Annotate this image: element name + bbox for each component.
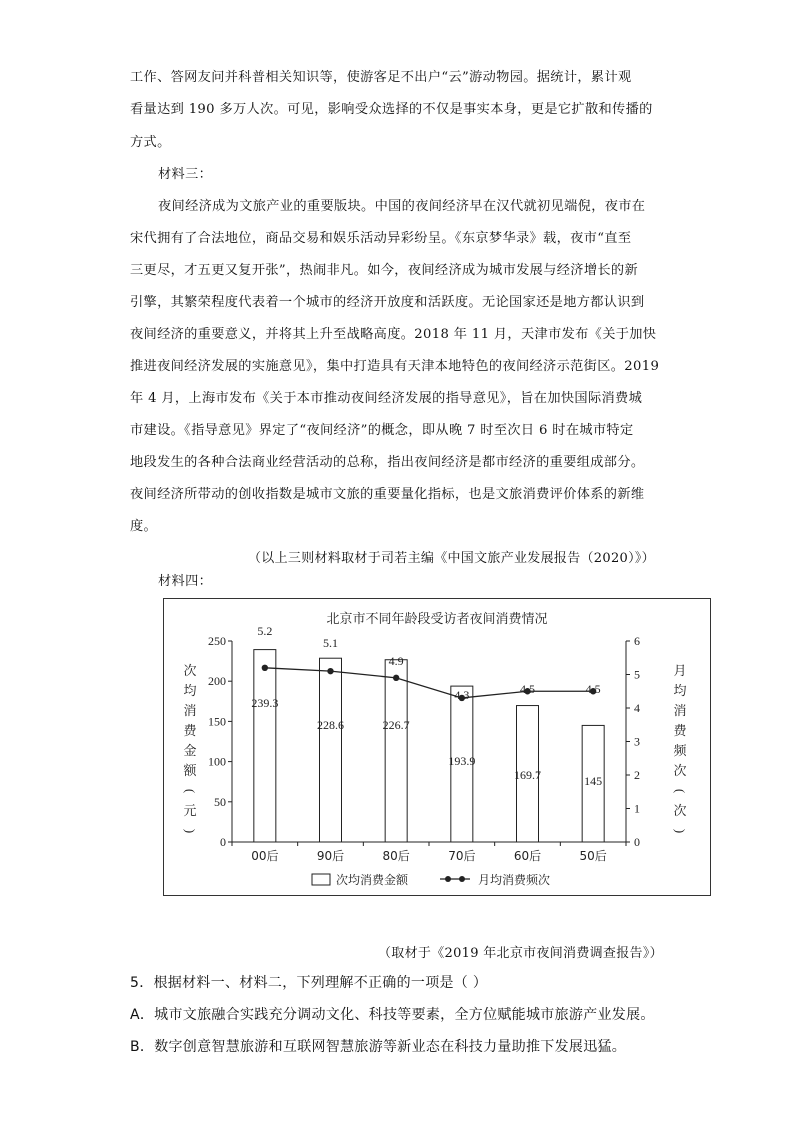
legend-line-label: 月均消费频次 [478,873,551,887]
paragraph-line: 度。 [130,519,158,534]
left-axis-title-char: ) [183,828,198,834]
left-axis-title-char: 元 [183,804,197,819]
bar-80后 [385,660,407,842]
right-tick-label: 6 [634,634,640,648]
left-tick-label: 150 [208,714,226,729]
left-tick-label: 250 [208,634,226,648]
option-b: B．数字创意智慧旅游和互联网智慧旅游等新业态在科技力量助推下发展迅猛。 [130,1039,627,1055]
right-tick-label: 3 [634,734,640,749]
source-citation: （以上三则材料取材于司若主编《中国文旅产业发展报告（2020）》） [248,551,655,566]
paragraph-line: 工作、答网友问并科普相关知识等，使游客足不出户“云”游动物园。据统计，累计观 [130,70,632,85]
left-axis-title-char: ( [183,788,198,794]
bar-value-label: 239.3 [251,696,279,710]
right-axis-title-char: 频 [673,744,687,759]
chart-title: 北京市不同年龄段受访者夜间消费情况 [326,612,548,627]
x-tick-label: 00后 [251,849,279,863]
paragraph-line: 方式。 [130,135,171,150]
bar-value-label: 228.6 [317,718,344,732]
right-axis-title-char: 费 [673,724,687,739]
legend-line-marker [459,876,465,882]
paragraph-line: 夜间经济成为文旅产业的重要版块。中国的夜间经济早在汉代就初见端倪，夜市在 [158,199,646,214]
left-axis-title-char: 次 [183,664,197,679]
paragraph-line: 推进夜间经济发展的实施意见》，集中打造具有天津本地特色的夜间经济示范街区。2019 [130,359,660,374]
frequency-line [265,668,593,698]
paragraph-line: 夜间经济所带动的创收指数是城市文旅的重要量化指标，也是文旅消费评价体系的新维 [130,487,645,502]
question-5: 5．根据材料一、材料二，下列理解不正确的一项是（ ） [130,975,488,991]
chart-frame [163,598,711,896]
chart-legend [312,872,550,887]
left-axis-title [183,663,198,833]
right-axis-title-char: ) [673,828,688,834]
legend-bar-swatch [312,874,330,885]
paragraph-line: 看量达到 190 多万人次。可见，影响受众选择的不仅是事实本身，更是它扩散和传播的 [130,102,653,117]
right-tick-label: 1 [634,801,640,816]
x-tick-label: 60后 [513,849,542,863]
left-tick-label: 50 [214,794,226,809]
x-tick-label: 90后 [316,849,345,863]
material4-label: 材料四： [158,574,213,589]
x-tick-label: 70后 [448,849,476,863]
line-value-label: 4.9 [388,654,404,668]
option-a: A．城市文旅融合实践充分调动文化、科技等要素，全方位赋能城市旅游产业发展。 [130,1007,655,1023]
right-axis-title [673,664,688,833]
paragraph-line: 引擎，其繁荣程度代表着一个城市的经济开放度和活跃度。无论国家还是地方都认识到 [130,295,645,310]
x-tick-label: 80后 [382,849,410,863]
right-tick-label: 5 [634,667,640,682]
right-axis-title-char: 消 [673,704,687,719]
line-series [262,665,597,702]
source-citation: （取材于《2019 年北京市夜间消费调查报告》） [378,946,663,961]
legend-line-marker [445,876,451,882]
legend-bar-label: 次均消费金额 [336,873,409,887]
right-tick-label: 4 [634,701,640,715]
left-axis-title-char: 消 [183,704,197,719]
line-value-label: 5.2 [257,624,273,638]
left-axis-title-char: 均 [183,684,197,699]
left-axis-title-char: 额 [183,764,197,779]
right-axis-title-char: 次 [673,764,687,779]
line-value-label: 4.5 [585,682,601,696]
night-consumption-chart [164,599,710,895]
left-tick-label: 200 [208,674,226,689]
paragraph-line: 年 4 月，上海市发布《关于本市推动夜间经济发展的指导意见》，旨在加快国际消费城 [130,391,643,406]
x-tick-label: 50后 [579,849,607,863]
line-value-label: 4.3 [454,688,470,702]
bar-00后 [254,650,276,842]
line-point [327,668,333,674]
line-value-label: 4.5 [520,682,535,696]
right-tick-label: 2 [634,768,640,782]
bar-value-label: 169.7 [514,768,541,782]
left-axis-title-char: 金 [183,744,197,759]
material3-label: 材料三： [158,167,213,182]
line-point [393,675,399,681]
bar-value-label: 193.9 [448,754,476,768]
paragraph-line: 夜间经济的重要意义，并将其上升至战略高度。2018 年 11 月，天津市发布《关于加快 [130,327,657,342]
left-tick-label: 100 [208,754,226,769]
bar-value-labels [251,696,602,788]
right-axis-title-char: 月 [673,664,687,679]
right-axis-title-char: 次 [673,804,687,819]
bar-value-label: 226.7 [382,718,410,732]
left-tick-label: 0 [220,835,226,849]
line-value-label: 5.1 [323,636,338,650]
line-point [262,665,268,671]
right-tick-label: 0 [634,835,640,849]
paragraph-line: 宋代拥有了合法地位，商品交易和娱乐活动异彩纷呈。《东京梦华录》载，夜市“直至 [130,231,632,246]
bar-series [254,650,604,842]
right-axis-title-char: 均 [673,684,687,699]
paragraph-line: 市建设。《指导意见》界定了“夜间经济”的概念，即从晚 7 时至次日 6 时在城市特定 [130,423,634,438]
line-value-labels [257,624,600,702]
bar-value-label: 145 [584,774,603,788]
paragraph-line: 三更尽，才五更又复开张”，热闹非凡。如今，夜间经济成为城市发展与经济增长的新 [130,263,638,278]
left-axis-title-char: 费 [183,724,197,739]
paragraph-line: 地段发生的各种合法商业经营活动的总称，指出夜间经济是都市经济的重要组成部分。 [130,455,645,470]
right-axis-title-char: ( [673,788,688,794]
bar-90后 [320,658,342,842]
